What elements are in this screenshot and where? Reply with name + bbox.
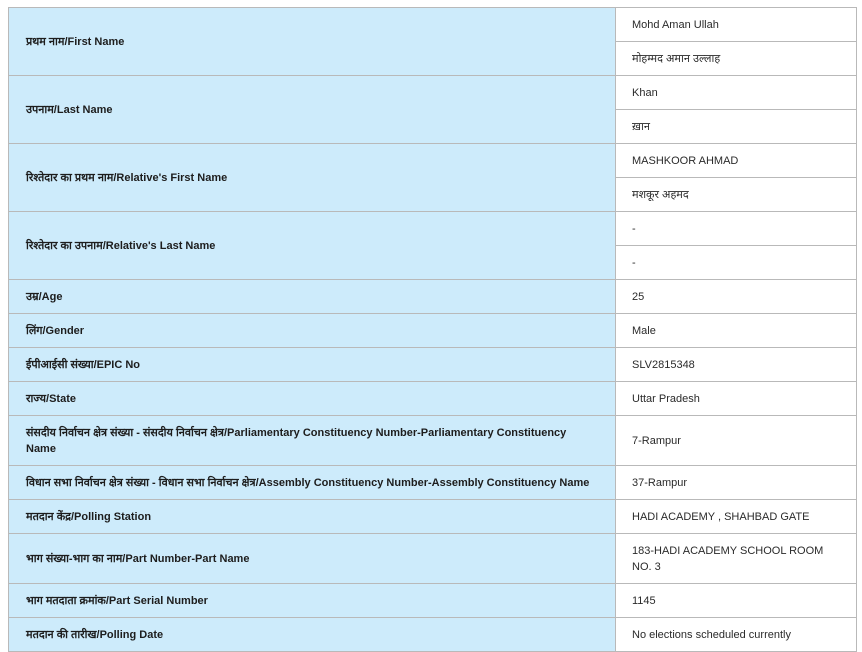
relative-first-name-english-value: MASHKOOR AHMAD [616,144,857,178]
polling-date-value: No elections scheduled currently [616,618,857,652]
table-row [9,534,857,584]
epic-no-value: SLV2815348 [616,348,857,382]
relative-last-name-english-value: - [616,212,857,246]
table-row [9,348,857,382]
relative-first-name-hindi-value: मशकूर अहमद [616,178,857,212]
state-value: Uttar Pradesh [616,382,857,416]
table-row [9,382,857,416]
part-serial-number-label: भाग मतदाता क्रमांक/Part Serial Number [9,584,616,618]
parliamentary-constituency-label: संसदीय निर्वाचन क्षेत्र संख्या - संसदीय निर्वाचन क्षेत्र/Parliamentary Constituency Number-Parliamentary Constituency Name [9,416,616,466]
polling-date-label: मतदान की तारीख/Polling Date [9,618,616,652]
age-label: उम्र/Age [9,280,616,314]
voter-details-panel [8,7,857,652]
part-name-label: भाग संख्या-भाग का नाम/Part Number-Part Name [9,534,616,584]
relative-last-name-label: रिश्तेदार का उपनाम/Relative's Last Name [9,212,616,280]
age-value: 25 [616,280,857,314]
last-name-hindi-value: ख़ान [616,110,857,144]
first-name-label: प्रथम नाम/First Name [9,8,616,76]
table-row [9,8,857,42]
table-row [9,416,857,466]
table-row [9,314,857,348]
first-name-hindi-value: मोहम्मद अमान उल्लाह [616,42,857,76]
part-name-value: 183-HADI ACADEMY SCHOOL ROOM NO. 3 [616,534,857,584]
assembly-constituency-value: 37-Rampur [616,466,857,500]
table-row [9,584,857,618]
table-row [9,280,857,314]
parliamentary-constituency-value: 7-Rampur [616,416,857,466]
relative-last-name-hindi-value: - [616,246,857,280]
table-row [9,500,857,534]
polling-station-label: मतदान केंद्र/Polling Station [9,500,616,534]
first-name-english-value: Mohd Aman Ullah [616,8,857,42]
epic-no-label: ईपीआईसी संख्या/EPIC No [9,348,616,382]
polling-station-value: HADI ACADEMY , SHAHBAD GATE [616,500,857,534]
table-row [9,618,857,652]
part-serial-number-value: 1145 [616,584,857,618]
table-row [9,144,857,178]
gender-label: लिंग/Gender [9,314,616,348]
state-label: राज्य/State [9,382,616,416]
table-row [9,212,857,246]
voter-details-table [8,7,857,652]
relative-first-name-label: रिश्तेदार का प्रथम नाम/Relative's First Name [9,144,616,212]
table-row [9,76,857,110]
last-name-english-value: Khan [616,76,857,110]
gender-value: Male [616,314,857,348]
assembly-constituency-label: विधान सभा निर्वाचन क्षेत्र संख्या - विधान सभा निर्वाचन क्षेत्र/Assembly Constituency Number-Assembly Constituency Name [9,466,616,500]
last-name-label: उपनाम/Last Name [9,76,616,144]
table-row [9,466,857,500]
